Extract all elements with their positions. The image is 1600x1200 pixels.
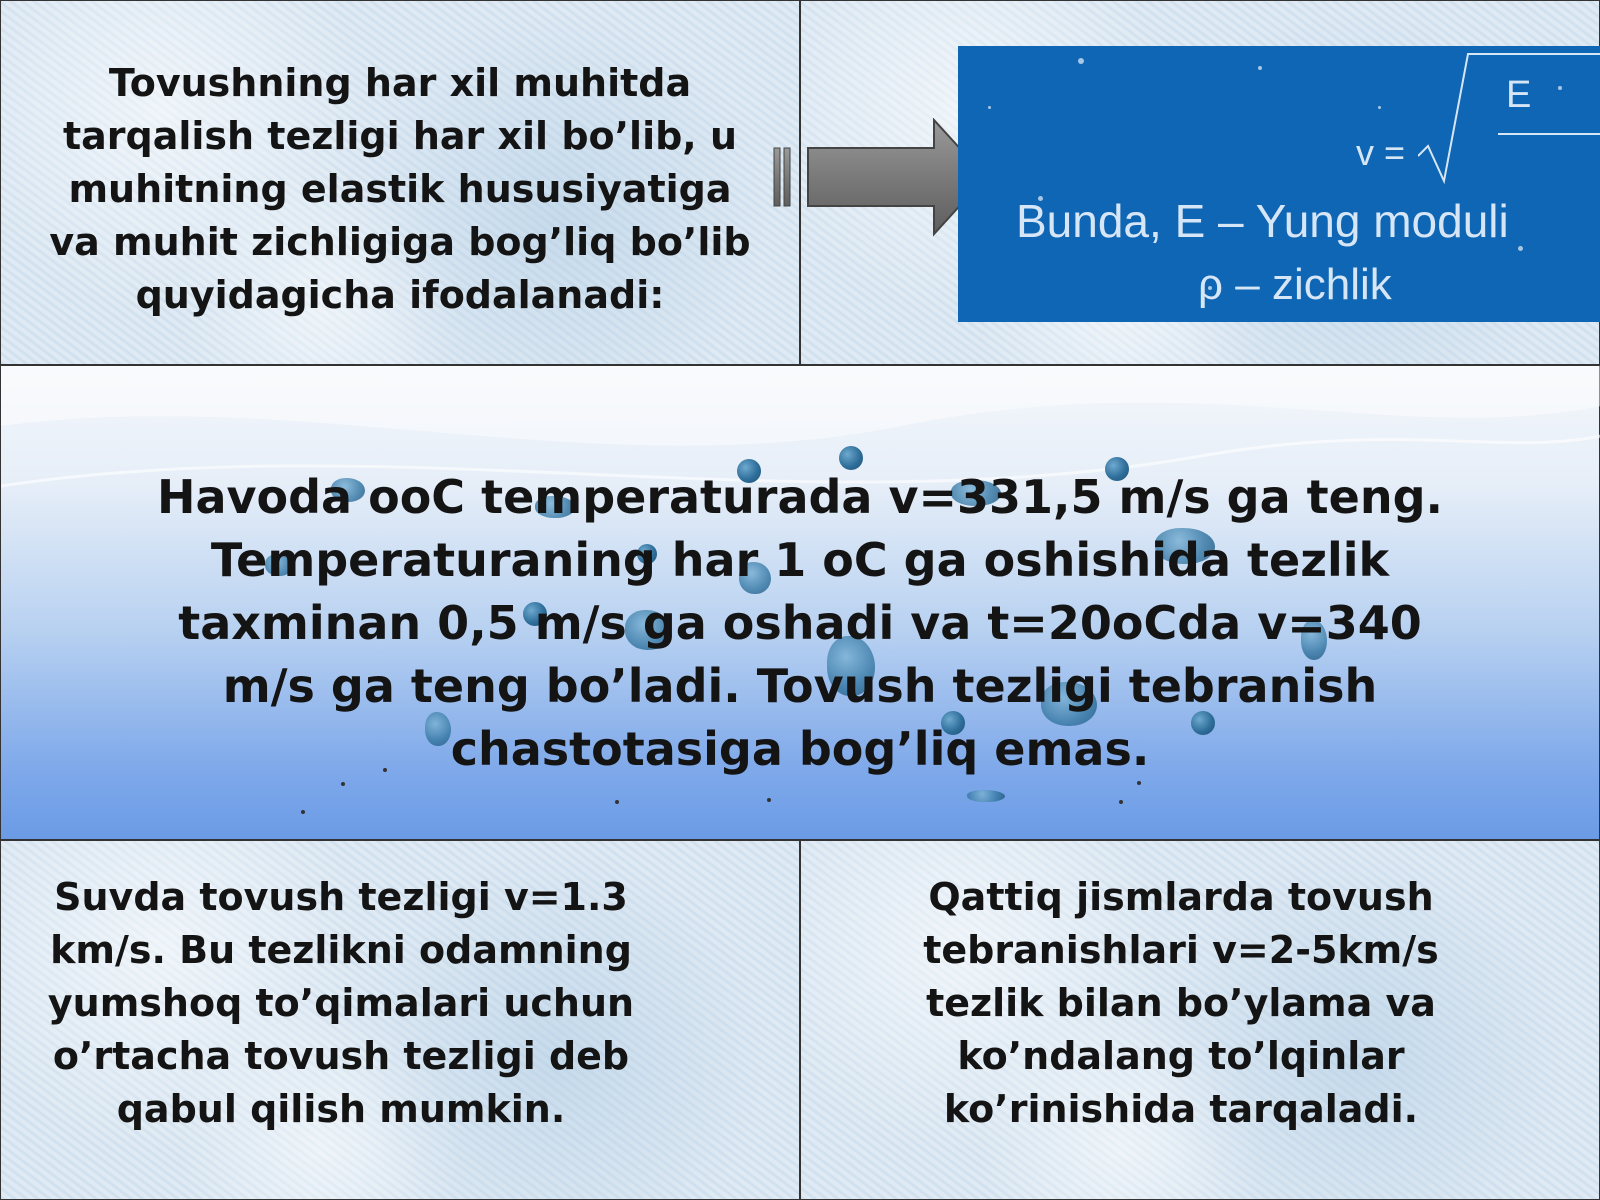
bottom-left-panel bbox=[0, 840, 800, 1200]
bottom-right-panel bbox=[800, 840, 1600, 1200]
air-speed-text: Havoda ooC temperaturada v=331,5 m/s ga teng. Temperaturaning har 1 oC ga oshishida tezlik taxminan 0,5 m/s ga oshadi va t=20oCda v=340 m/s ga teng bo’ladi. Tovush tezligi tebranish chastotasiga bog’liq emas. bbox=[156, 470, 1443, 776]
middle-panel bbox=[0, 365, 1600, 840]
formula-numerator: E bbox=[1506, 74, 1532, 116]
formula-legend-yung: Bunda, E – Yung moduli bbox=[1016, 195, 1509, 247]
water-speed-text: Suvda tovush tezligi v=1.3 km/s. Bu tezlikni odamning yumshoq to’qimalari uchun o’rtacha tovush tezligi deb qabul qilish mumkin. bbox=[47, 875, 635, 1131]
solid-speed-text: Qattiq jismlarda tovush tebranishlari v=2-5km/s tezlik bilan bo’ylama va ko’ndalang to’lqinlar ko’rinishida tarqaladi. bbox=[923, 875, 1439, 1131]
top-left-panel bbox=[0, 0, 800, 365]
formula-image bbox=[958, 46, 1600, 322]
formula-legend-density: ρ – zichlik bbox=[1198, 260, 1392, 309]
sound-speed-intro-text: Tovushning har xil muhitda tarqalish tezligi har xil bo’lib, u muhitning elastik hususiyatiga va muhit zichligiga bog’liq bo’lib quyidagicha ifodalanadi: bbox=[49, 61, 751, 317]
formula-lhs: v = bbox=[1356, 132, 1406, 173]
